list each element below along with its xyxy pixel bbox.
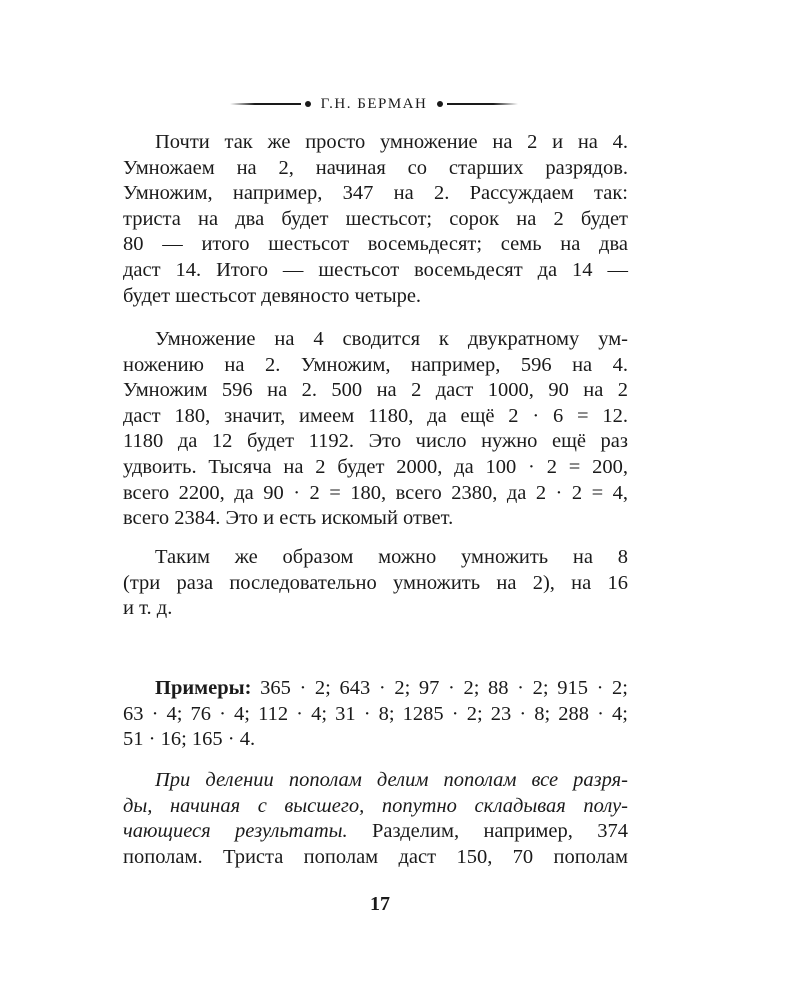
text-line: пополам. Триста пополам даст 150, 70 пополам [123, 845, 628, 868]
text-line: удвоить. Тысяча на 2 будет 2000, да 100 · 2 = 200, [123, 455, 628, 478]
text-line: ды, начиная с высшего, попутно складывая полу- [123, 794, 628, 817]
text-line: 63 · 4; 76 · 4; 112 · 4; 31 · 8; 1285 · 2; 23 · 8; 288 · 4; [123, 702, 628, 725]
text-line: даст 180, значит, имеем 1180, да ещё 2 · 6 = 12. [123, 404, 628, 427]
text-line: Умножим, например, 347 на 2. Рассуждаем так: [123, 182, 628, 205]
text-line: будет шестьсот девяносто четыре. [123, 284, 422, 307]
text-line: даст 14. Итого — шестьсот восемьдесят да 14 — [123, 258, 628, 281]
running-header [230, 92, 518, 116]
text-line: Умножим 596 на 2. 500 на 2 даст 1000, 90 на 2 [123, 379, 628, 402]
text-line: триста на два будет шестьсот; сорок на 2 будет [123, 207, 628, 230]
text-line [123, 819, 628, 845]
header-ornament-right [433, 101, 518, 107]
paragraph-multiply-by-8 [123, 545, 628, 622]
text-line: всего 2200, да 90 · 2 = 180, всего 2380, да 2 · 2 = 4, [123, 481, 628, 504]
regular-text: Разделим, например, 374 [347, 820, 628, 843]
paragraph-multiply-by-4 [123, 327, 628, 532]
text-line: (три раза последовательно умножить на 2), на 16 [123, 571, 628, 594]
header-ornament-left [230, 101, 315, 107]
examples-text: 365 · 2; 643 · 2; 97 · 2; 88 · 2; 915 · 2; [251, 677, 628, 699]
text-line: 51 · 16; 165 · 4. [123, 728, 256, 751]
text-line: всего 2384. Это и есть искомый ответ. [123, 507, 454, 530]
italic-text: чающиеся результаты. [123, 820, 348, 843]
paragraph-multiply-by-2 [123, 130, 628, 309]
text-line [123, 676, 628, 702]
text-line: 1180 да 12 будет 1192. Это число нужно ещё раз [123, 430, 628, 453]
text-line: Почти так же просто умножение на 2 и на 4. [155, 131, 628, 153]
examples-label: Примеры: [155, 677, 252, 699]
text-line: и т. д. [123, 597, 173, 620]
text-line: При делении пополам делим пополам все разря- [155, 769, 628, 791]
text-line: Умножаем на 2, начиная со старших разрядов. [123, 156, 628, 179]
header-title: Г.Н. БЕРМАН [320, 95, 428, 112]
text-line: ножению на 2. Умножим, например, 596 на 4. [123, 353, 628, 376]
text-line: 80 — итого шестьсот восемьдесят; семь на два [123, 233, 628, 256]
text-line: Таким же образом можно умножить на 8 [155, 546, 628, 568]
page-number: 17 [370, 893, 390, 915]
examples-block [123, 676, 628, 753]
paragraph-halving [123, 768, 628, 870]
text-line: Умножение на 4 сводится к двукратному ум- [155, 328, 628, 350]
